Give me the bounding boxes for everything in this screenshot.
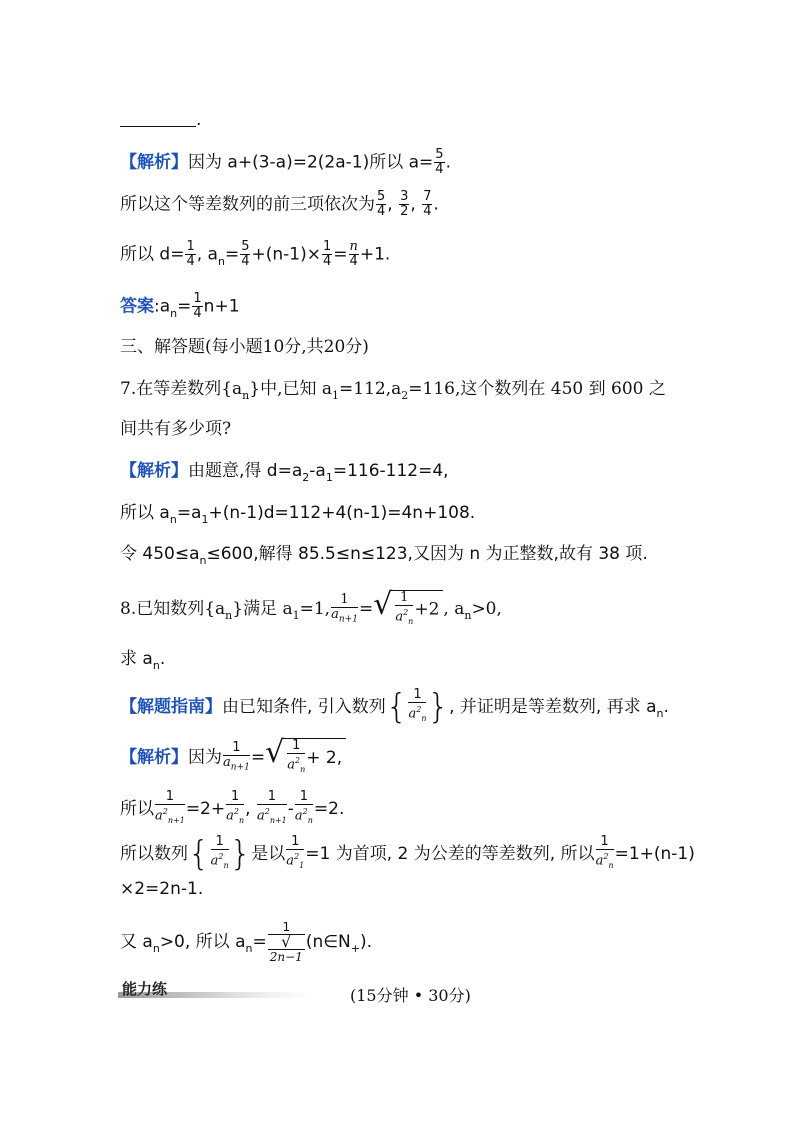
q8-analysis-line-4: ×2=2n-1. (120, 879, 204, 899)
q6-analysis-line-2: 所以这个等差数列的前三项依次为 $\frac{5}{4}$ , $\frac{3}{2}$ , $\frac{7}{4}$ . (120, 189, 439, 219)
q8-guide: 【解题指南】由已知条件, 引入数列{ $\frac{1}{a^2_n}$ }, 并证明是等差数列, 再求 $a_n$. (120, 686, 669, 727)
q8-stem-line-1: 8.已知数列$\{a_n\}$满足 $a_1=1$, $\frac{1}{a_{n+1}}$ =√ $\frac{1}{a^2_n}$ +2 , $a_n>0$, (120, 590, 502, 629)
blank-period: . (196, 110, 202, 130)
analysis-label: 【解析】 (120, 152, 188, 173)
q7-analysis-line-1: 【解析】由题意,得 $d=a_2-a_1=116-112=4$, (120, 461, 449, 484)
q8-analysis-line-1: 【解析】因为 $\frac{1}{a_{n+1}}$ =√ $\frac{1}{a^2_n}$ + 2, (120, 738, 346, 777)
q7-stem-line-1: 7.在等差数列$\{a_n\}$中,已知 $a_1=112,a_2=116$,这个数列在 450 到 600 之 (120, 379, 666, 402)
q6-analysis-line-1: 【解析】因为 a+(3-a)=2(2a-1)所以 a= $\frac{5}{4}$ . (120, 147, 451, 177)
time-score-note: (15分钟 • 30分) (350, 986, 471, 1005)
q6-analysis-line-3: 所以 d= $\frac{1}{4}$ , $a_n=$ $\frac{5}{4}$ +(n-1)× $\frac{1}{4}$ = $\frac{n}{4}$ +1. (120, 239, 391, 269)
q8-analysis-line-3: 所以数列{ $\frac{1}{a^2_n}$ }是以 $\frac{1}{a^2_1}$ =1 为首项, 2 为公差的等差数列, 所以 $\frac{1}{a^2_n}$ =1+(n-1) (120, 833, 695, 874)
q7-analysis-line-3: 令 $450\le a_n\le 600$,解得 85.5≤n≤123,又因为 n 为正整数,故有 38 项. (120, 544, 648, 567)
q7-analysis-line-2: 所以 $a_n=a_1+(n-1)d=112+4(n-1)=4n+108$. (120, 503, 476, 526)
answer-blank (120, 126, 196, 127)
q6-answer: 答案$:a_n=$ $\frac{1}{4}$ n+1 (120, 291, 240, 321)
section-tag: 能力练 (122, 980, 168, 998)
q8-analysis-line-2: 所以 $\frac{1}{a^2_{n+1}}$ =2+ $\frac{1}{a^2_n}$ , $\frac{1}{a^2_{n+1}}$ - $\frac{1}{a^2_n}$ =2. (120, 789, 345, 825)
q7-stem-line-2: 间共有多少项? (120, 419, 232, 439)
q8-analysis-line-5: 又 $a_n>0$, 所以 $a_n=$ 1 √ 2n−1 $(n\in N_+)$. (120, 920, 373, 964)
section-heading: 三、解答题(每小题10分,共20分) (120, 337, 369, 357)
q8-stem-line-2: 求 $a_n$. (120, 649, 166, 672)
